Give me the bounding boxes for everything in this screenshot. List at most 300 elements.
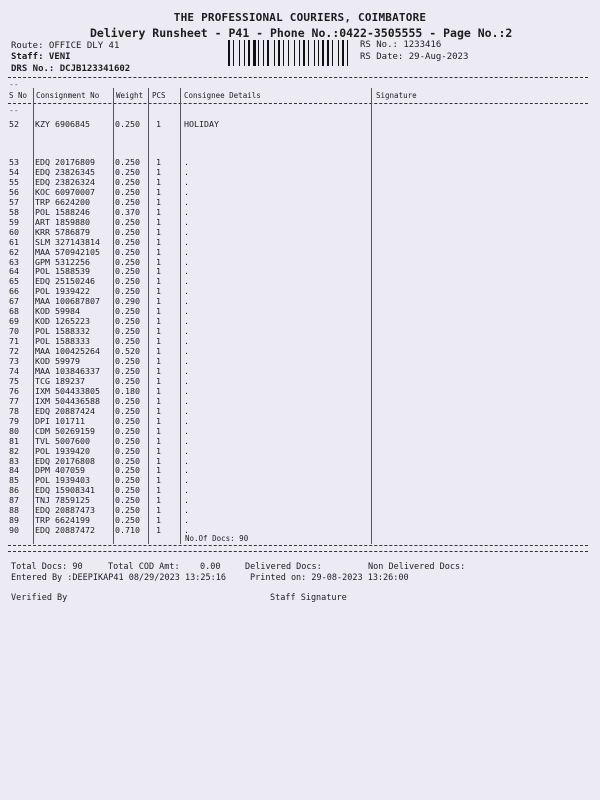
table-row (0, 356, 600, 366)
row-consignment: TCG 189237 (35, 375, 85, 386)
row-consignee: . (184, 186, 189, 197)
barcode-bar (246, 40, 247, 66)
row-weight: 0.250 (115, 276, 140, 287)
row-sno: 89 (9, 515, 19, 526)
table-row (0, 257, 600, 267)
row-sno: 60 (9, 226, 19, 237)
row-pcs: 1 (156, 336, 161, 347)
row-pcs: 1 (156, 296, 161, 307)
barcode-bar (244, 40, 245, 66)
row-pcs: 1 (156, 236, 161, 247)
table-row (0, 197, 600, 207)
barcode-bar (258, 40, 259, 66)
row-consignment: TRP 6624199 (35, 515, 90, 526)
table-row (0, 187, 600, 197)
row-sno: 59 (9, 216, 19, 227)
row-sno: 52 (9, 119, 19, 129)
row-pcs: 1 (156, 385, 161, 396)
row-consignment: KZY 6906845 (35, 119, 90, 129)
barcode-bar (316, 40, 318, 66)
row-consignment: POL 1939422 (35, 286, 90, 297)
divider (8, 77, 588, 78)
table-row (0, 157, 600, 167)
row-consignee: . (184, 296, 189, 307)
drs-number: DRS No.: DCJB123341602 (11, 64, 131, 74)
row-consignee: HOLIDAY (184, 119, 219, 129)
barcode-bar (301, 40, 302, 66)
row-pcs: 1 (156, 157, 161, 167)
table-row (0, 286, 600, 296)
row-sno: 75 (9, 375, 19, 386)
row-consignee: . (184, 316, 189, 327)
barcode-bar (332, 40, 333, 66)
col-consignment: Consignment No (36, 91, 100, 100)
table-row (0, 436, 600, 446)
row-consignment: GPM 5312256 (35, 256, 90, 267)
table-row (0, 366, 600, 376)
barcode-bar (281, 40, 282, 66)
row-weight: 0.250 (115, 395, 140, 406)
table-row (0, 525, 600, 535)
barcode-bar (263, 40, 264, 66)
table-row (0, 456, 600, 466)
row-pcs: 1 (156, 186, 161, 197)
row-sno: 79 (9, 415, 19, 426)
total-docs: Total Docs: 90 (11, 562, 83, 572)
row-consignment: MAA 570942105 (35, 246, 100, 257)
row-consignee: . (184, 157, 189, 167)
col-pcs: PCS (152, 91, 166, 100)
table-row (0, 276, 600, 286)
row-consignee: . (184, 505, 189, 516)
row-pcs: 1 (156, 216, 161, 227)
row-consignee: . (184, 525, 189, 536)
divider (8, 551, 588, 552)
row-pcs: 1 (156, 465, 161, 476)
row-pcs: 1 (156, 266, 161, 277)
row-consignment: IXM 504436588 (35, 395, 100, 406)
row-consignment: ART 1859880 (35, 216, 90, 227)
row-pcs: 1 (156, 119, 161, 129)
row-sno: 56 (9, 186, 19, 197)
row-pcs: 1 (156, 286, 161, 297)
table-row (0, 207, 600, 217)
row-weight: 0.250 (115, 365, 140, 376)
delivered-docs: Delivered Docs: (245, 562, 322, 572)
row-pcs: 1 (156, 395, 161, 406)
row-sno: 66 (9, 286, 19, 297)
barcode-bar (290, 40, 293, 66)
row-pcs: 1 (156, 206, 161, 217)
row-weight: 0.250 (115, 445, 140, 456)
row-consignee: . (184, 445, 189, 456)
row-weight: 0.250 (115, 256, 140, 267)
row-pcs: 1 (156, 405, 161, 416)
row-weight: 0.250 (115, 226, 140, 237)
row-sno: 54 (9, 166, 19, 177)
row-consignment: KRR 5786879 (35, 226, 90, 237)
rs-date: RS Date: 29-Aug-2023 (360, 52, 469, 62)
table-row (0, 167, 600, 177)
company-name: THE PROFESSIONAL COURIERS, COIMBATORE (173, 11, 427, 24)
row-weight: 0.250 (115, 485, 140, 496)
table-row (0, 475, 600, 485)
col-signature: Signature (376, 91, 417, 100)
row-consignee: . (184, 356, 189, 366)
table-row (0, 336, 600, 346)
row-weight: 0.250 (115, 236, 140, 247)
row-consignment: EDQ 20176809 (35, 157, 95, 167)
row-weight: 0.250 (115, 286, 140, 297)
row-sno: 71 (9, 336, 19, 347)
row-consignee: . (184, 246, 189, 257)
row-sno: 63 (9, 256, 19, 267)
row-pcs: 1 (156, 375, 161, 386)
row-pcs: 1 (156, 356, 161, 366)
row-consignment: POL 1588333 (35, 336, 90, 347)
row-consignee: . (184, 425, 189, 436)
row-pcs: 1 (156, 455, 161, 466)
table-row (0, 326, 600, 336)
row-pcs: 1 (156, 505, 161, 516)
barcode-bar (228, 40, 230, 66)
divider (8, 545, 588, 546)
row-consignee: . (184, 385, 189, 396)
row-consignment: POL 1588332 (35, 326, 90, 337)
row-consignee: . (184, 236, 189, 247)
row-sno: 69 (9, 316, 19, 327)
col-sno: S No (9, 91, 28, 100)
row-pcs: 1 (156, 425, 161, 436)
table-row (0, 406, 600, 416)
barcode-bar (265, 40, 266, 66)
row-sno: 78 (9, 405, 19, 416)
row-weight: 0.250 (115, 216, 140, 227)
row-weight: 0.520 (115, 346, 140, 357)
row-weight: 0.250 (115, 356, 140, 366)
row-consignee: . (184, 395, 189, 406)
barcode-bar (233, 40, 234, 66)
barcode-bar (248, 40, 250, 66)
row-consignee: . (184, 495, 189, 506)
total-cod-label: Total COD Amt: (108, 562, 180, 572)
col-weight: Weight (116, 91, 144, 100)
row-pcs: 1 (156, 326, 161, 337)
table-row (0, 296, 600, 306)
row-pcs: 1 (156, 435, 161, 446)
row-weight: 0.250 (115, 495, 140, 506)
table-row (0, 396, 600, 406)
row-consignment: POL 1588246 (35, 206, 90, 217)
entered-by: Entered By :DEEPIKAP41 08/29/2023 13:25:16 (11, 573, 226, 583)
table-row (0, 227, 600, 237)
row-consignee: . (184, 435, 189, 446)
row-sno: 84 (9, 465, 19, 476)
row-consignment: POL 1939403 (35, 475, 90, 486)
staff-label: Staff: VENI (11, 52, 71, 62)
barcode-bar (320, 40, 321, 66)
row-consignment: DPM 407059 (35, 465, 85, 476)
row-weight: 0.250 (115, 266, 140, 277)
barcode-bar (235, 40, 238, 66)
row-consignee: . (184, 346, 189, 357)
row-pcs: 1 (156, 256, 161, 267)
row-pcs: 1 (156, 495, 161, 506)
row-pcs: 1 (156, 276, 161, 287)
row-pcs: 1 (156, 515, 161, 526)
barcode-bar (345, 40, 346, 66)
table-row (0, 495, 600, 505)
row-consignment: EDQ 23826345 (35, 166, 95, 177)
table-row (0, 386, 600, 396)
barcode-bar (288, 40, 289, 66)
barcode-bar (296, 40, 298, 66)
table-row (0, 237, 600, 247)
row-sno: 55 (9, 176, 19, 187)
row-consignment: IXM 504433805 (35, 385, 100, 396)
row-consignment: TNJ 7859125 (35, 495, 90, 506)
row-consignment: EDQ 20176808 (35, 455, 95, 466)
row-weight: 0.250 (115, 415, 140, 426)
row-consignment: EDQ 25150246 (35, 276, 95, 287)
table-row (0, 217, 600, 227)
row-consignment: KOD 59979 (35, 356, 80, 366)
barcode-bar (325, 40, 326, 66)
row-weight: 0.250 (115, 425, 140, 436)
row-weight: 0.250 (115, 186, 140, 197)
barcode-bar (278, 40, 280, 66)
row-pcs: 1 (156, 316, 161, 327)
table-row (0, 119, 600, 129)
row-consignee: . (184, 206, 189, 217)
barcode (228, 40, 352, 66)
row-weight: 0.250 (115, 196, 140, 207)
barcode-bar (231, 40, 232, 66)
row-pcs: 1 (156, 475, 161, 486)
barcode-bar (239, 40, 240, 66)
barcode-bar (342, 40, 344, 66)
row-sno: 81 (9, 435, 19, 446)
row-consignee: . (184, 455, 189, 466)
row-consignment: TVL 5007600 (35, 435, 90, 446)
row-consignment: DPI 101711 (35, 415, 85, 426)
row-weight: 0.250 (115, 455, 140, 466)
barcode-bar (303, 40, 305, 66)
row-consignment: POL 1939420 (35, 445, 90, 456)
barcode-bar (276, 40, 277, 66)
table-row (0, 515, 600, 525)
row-consignee: . (184, 465, 189, 476)
row-sno: 74 (9, 365, 19, 376)
row-sno: 90 (9, 525, 19, 536)
row-sno: 64 (9, 266, 19, 277)
row-consignee: . (184, 226, 189, 237)
row-pcs: 1 (156, 445, 161, 456)
row-consignee: . (184, 216, 189, 227)
table-row (0, 505, 600, 515)
row-weight: 0.250 (115, 375, 140, 386)
barcode-bar (241, 40, 243, 66)
row-sno: 67 (9, 296, 19, 307)
row-pcs: 1 (156, 525, 161, 536)
barcode-bar (318, 40, 319, 66)
row-sno: 76 (9, 385, 19, 396)
row-sno: 82 (9, 445, 19, 456)
route-label: Route: OFFICE DLY 41 (11, 41, 120, 51)
row-pcs: 1 (156, 415, 161, 426)
runsheet-title: Delivery Runsheet - P41 - Phone No.:0422-3505555 - Page No.:2 (90, 26, 513, 40)
barcode-bar (274, 40, 275, 66)
staff-signature: Staff Signature (270, 593, 347, 603)
row-weight: 0.250 (115, 475, 140, 486)
row-sno: 70 (9, 326, 19, 337)
row-sno: 86 (9, 485, 19, 496)
table-row (0, 465, 600, 475)
row-weight: 0.250 (115, 336, 140, 347)
row-consignment: EDQ 20887472 (35, 525, 95, 536)
col-consignee: Consignee Details (184, 91, 261, 100)
row-consignee: . (184, 176, 189, 187)
row-sno: 77 (9, 395, 19, 406)
row-consignee: . (184, 276, 189, 287)
barcode-bar (294, 40, 295, 66)
row-sno: 88 (9, 505, 19, 516)
total-cod-value: 0.00 (200, 562, 221, 572)
barcode-bar (322, 40, 324, 66)
row-sno: 57 (9, 196, 19, 207)
table-row (0, 426, 600, 436)
row-weight: 0.250 (115, 505, 140, 516)
row-consignee: . (184, 336, 189, 347)
dash-mark: -- (9, 106, 19, 115)
row-consignment: TRP 6624200 (35, 196, 90, 207)
row-sno: 87 (9, 495, 19, 506)
row-weight: 0.290 (115, 296, 140, 307)
printed-on: Printed on: 29-08-2023 13:26:00 (250, 573, 409, 583)
barcode-bar (299, 40, 300, 66)
header-divider (8, 103, 588, 104)
row-weight: 0.180 (115, 385, 140, 396)
row-weight: 0.250 (115, 176, 140, 187)
row-pcs: 1 (156, 166, 161, 177)
table-row (0, 247, 600, 257)
barcode-bar (267, 40, 269, 66)
barcode-bar (260, 40, 262, 66)
row-sno: 53 (9, 157, 19, 167)
barcode-bar (306, 40, 307, 66)
row-pcs: 1 (156, 485, 161, 496)
barcode-bar (251, 40, 252, 66)
row-weight: 0.250 (115, 326, 140, 337)
barcode-bar (314, 40, 315, 66)
barcode-bar (310, 40, 313, 66)
row-consignment: SLM 327143814 (35, 236, 100, 247)
row-weight: 0.250 (115, 435, 140, 446)
barcode-bar (349, 40, 351, 66)
barcode-bar (308, 40, 309, 66)
row-weight: 0.250 (115, 306, 140, 317)
row-consignee: . (184, 375, 189, 386)
row-consignee: . (184, 266, 189, 277)
table-row (0, 416, 600, 426)
row-consignment: EDQ 20887424 (35, 405, 95, 416)
table-row (0, 376, 600, 386)
verified-by: Verified By (11, 593, 68, 603)
row-weight: 0.250 (115, 157, 140, 167)
row-weight: 0.250 (115, 119, 140, 129)
barcode-bar (338, 40, 339, 66)
row-weight: 0.250 (115, 465, 140, 476)
row-pcs: 1 (156, 246, 161, 257)
row-consignment: CDM 50269159 (35, 425, 95, 436)
row-consignee: . (184, 286, 189, 297)
row-weight: 0.250 (115, 405, 140, 416)
row-sno: 85 (9, 475, 19, 486)
barcode-bar (340, 40, 341, 66)
row-pcs: 1 (156, 306, 161, 317)
row-pcs: 1 (156, 226, 161, 237)
row-consignment: POL 1588539 (35, 266, 90, 277)
table-row (0, 177, 600, 187)
barcode-bar (285, 40, 287, 66)
rs-number: RS No.: 1233416 (360, 40, 442, 50)
row-consignee: . (184, 365, 189, 376)
row-consignment: MAA 100425264 (35, 346, 100, 357)
table-row (0, 346, 600, 356)
table-row (0, 266, 600, 276)
row-consignee: . (184, 306, 189, 317)
row-sno: 73 (9, 356, 19, 366)
barcode-bar (334, 40, 337, 66)
row-sno: 83 (9, 455, 19, 466)
barcode-bar (347, 40, 348, 66)
row-sno: 61 (9, 236, 19, 247)
table-row (0, 485, 600, 495)
barcode-bar (257, 40, 258, 66)
table-row (0, 446, 600, 456)
row-sno: 80 (9, 425, 19, 436)
row-consignee: . (184, 475, 189, 486)
row-consignee: . (184, 196, 189, 207)
table-row (0, 306, 600, 316)
row-consignee: . (184, 166, 189, 177)
row-weight: 0.370 (115, 206, 140, 217)
row-sno: 62 (9, 246, 19, 257)
row-weight: 0.250 (115, 316, 140, 327)
row-pcs: 1 (156, 346, 161, 357)
row-sno: 65 (9, 276, 19, 287)
row-pcs: 1 (156, 176, 161, 187)
row-consignment: MAA 100687807 (35, 296, 100, 307)
row-pcs: 1 (156, 365, 161, 376)
row-consignee: . (184, 405, 189, 416)
row-pcs: 1 (156, 196, 161, 207)
row-consignee: . (184, 415, 189, 426)
row-consignment: EDQ 15908341 (35, 485, 95, 496)
row-sno: 58 (9, 206, 19, 217)
no-of-docs: No.Of Docs: 90 (185, 534, 249, 543)
row-consignment: EDQ 20887473 (35, 505, 95, 516)
row-sno: 68 (9, 306, 19, 317)
row-consignment: KOD 1265223 (35, 316, 90, 327)
barcode-bar (253, 40, 256, 66)
non-delivered-docs: Non Delivered Docs: (368, 562, 466, 572)
row-weight: 0.250 (115, 246, 140, 257)
barcode-bar (330, 40, 331, 66)
barcode-bar (327, 40, 329, 66)
row-consignment: MAA 103846337 (35, 365, 100, 376)
row-consignee: . (184, 485, 189, 496)
